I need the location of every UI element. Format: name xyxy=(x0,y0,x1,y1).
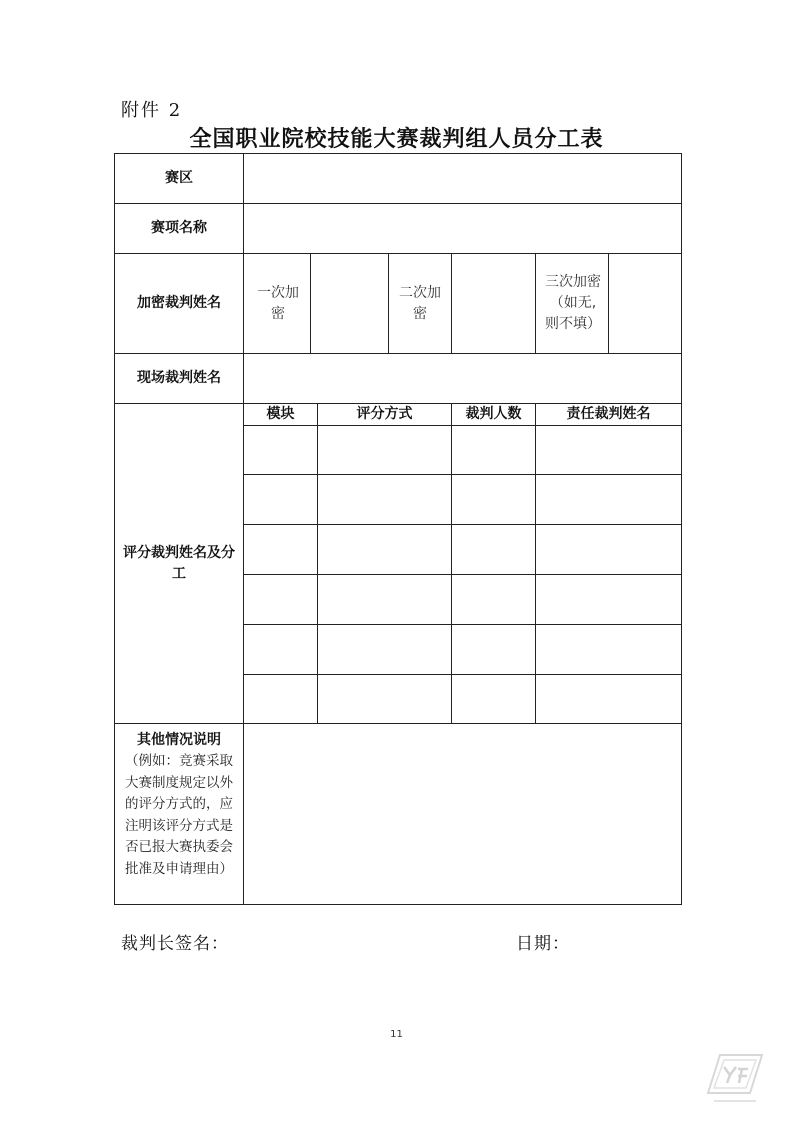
other-notes-label xyxy=(120,729,238,880)
encrypt-third-label: 三次加密（如无,则不填） xyxy=(545,274,601,332)
table-rule xyxy=(243,524,682,525)
date-label: 日期： xyxy=(516,934,570,954)
scoring-judge-label: 评分裁判姓名及分工 xyxy=(123,544,235,582)
division-value[interactable] xyxy=(244,154,681,203)
chief-signature-label: 裁判长签名： xyxy=(121,934,229,954)
event-name-label: 赛项名称 xyxy=(151,220,207,236)
page-title: 全国职业院校技能大赛裁判组人员分工表 xyxy=(189,127,604,152)
onsite-judge-label: 现场裁判姓名 xyxy=(137,370,221,386)
scoring-header-responsible: 责任裁判姓名 xyxy=(566,406,651,422)
attachment-label: 附件 2 xyxy=(121,100,183,121)
table-col-rule xyxy=(388,253,389,353)
onsite-judge-value[interactable] xyxy=(244,354,681,403)
other-notes-value[interactable] xyxy=(244,724,681,904)
table-col-rule xyxy=(535,253,536,353)
table-rule xyxy=(243,624,682,625)
encrypt-second-label: 二次加密 xyxy=(399,284,441,322)
table-col-rule xyxy=(535,403,536,723)
page-number: 11 xyxy=(390,1029,403,1040)
other-notes-title: 其他情况说明 xyxy=(137,732,221,748)
encrypt-judge-label: 加密裁判姓名 xyxy=(137,295,221,311)
encrypt-first-label: 一次加密 xyxy=(257,284,299,322)
table-rule xyxy=(243,674,682,675)
table-col-rule xyxy=(317,403,318,723)
table-border-right xyxy=(681,153,682,905)
scoring-header-count: 裁判人数 xyxy=(465,406,522,422)
encrypt-first-value[interactable] xyxy=(311,254,388,353)
encrypt-third-value[interactable] xyxy=(609,254,681,353)
table-col-rule xyxy=(451,403,452,723)
scoring-header-module: 模块 xyxy=(266,406,295,422)
table-rule xyxy=(243,574,682,575)
division-label: 赛区 xyxy=(165,170,193,186)
logo-watermark-icon xyxy=(706,1049,764,1111)
other-notes-description: （例如：竞赛采取大赛制度规定以外的评分方式的，应注明该评分方式是否已报大赛执委会批准及申请理由） xyxy=(125,753,233,877)
encrypt-second-value[interactable] xyxy=(452,254,535,353)
event-name-value[interactable] xyxy=(244,204,681,253)
table-border-bottom xyxy=(114,904,682,905)
scoring-header-method: 评分方式 xyxy=(356,406,413,422)
table-rule xyxy=(243,474,682,475)
table-rule xyxy=(243,425,682,426)
